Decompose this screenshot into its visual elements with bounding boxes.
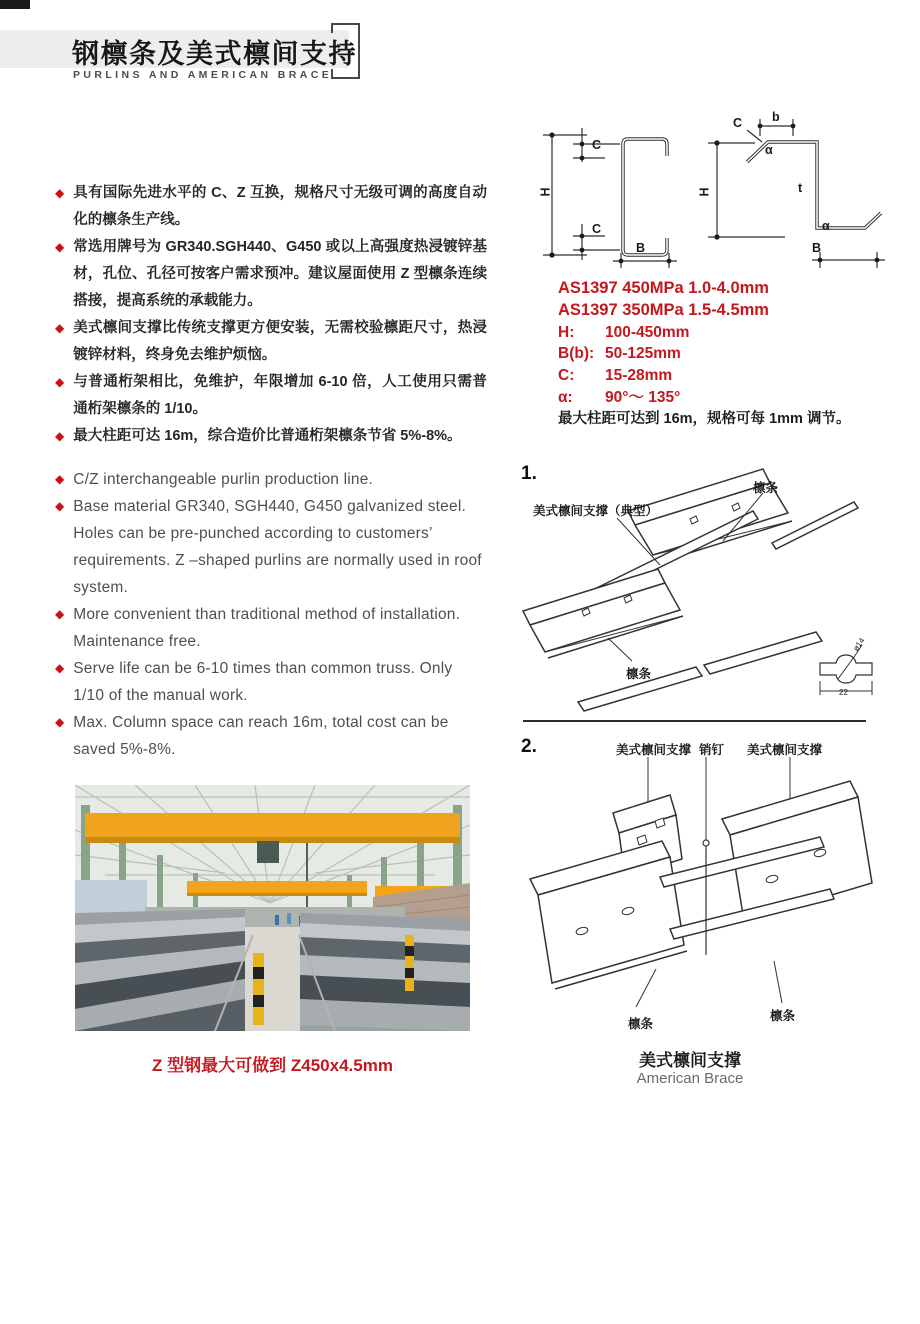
dim-label-b: b: [772, 110, 780, 124]
spec-block: [558, 278, 888, 431]
diamond-bullet-icon: ◆: [55, 186, 65, 200]
dim-label-C-top: C: [592, 138, 602, 152]
diamond-bullet-icon: ◆: [55, 499, 65, 513]
dim-label-alpha-bottom: α: [822, 219, 830, 233]
list-item: [55, 601, 487, 655]
bullet-text: Base material GR340, SGH440, G450 galvanized steel. Holes can be pre-punched according to customers’ requirements. Z –shaped purlins are normally used in roof system.: [73, 498, 482, 596]
figure2-brace-label-right: 美式檩间支撑: [747, 743, 823, 757]
bullet-text: More convenient than traditional method of installation. Maintenance free.: [73, 606, 461, 650]
figure1-purlin-label-top: 檩条: [753, 481, 779, 495]
page-title: 钢檩条及美式檩间支持: [72, 39, 357, 69]
diamond-bullet-icon: ◆: [55, 715, 65, 729]
figure2-caption-en: American Brace: [636, 1070, 744, 1087]
figure1-dim-hole: ø14: [851, 636, 867, 653]
diamond-bullet-icon: ◆: [55, 607, 65, 621]
feature-list-en: [55, 466, 487, 763]
page-subtitle: PURLINS AND AMERICAN BRACE: [73, 69, 333, 81]
bullet-text: 与普通桁架相比，免维护，年限增加 6-10 倍，人工使用只需普通桁架檩条的 1/10。: [73, 374, 487, 417]
section-divider: [523, 720, 866, 722]
list-item: [55, 315, 487, 369]
factory-photo: [75, 785, 470, 1031]
figure2-purlin-label-left: 檩条: [628, 1017, 654, 1031]
list-item: [55, 655, 487, 709]
figure2-brace-label-left: 美式檩间支撑: [616, 743, 692, 757]
list-item: [55, 423, 487, 450]
spec-key: C:: [558, 367, 575, 385]
diamond-bullet-icon: ◆: [55, 472, 65, 486]
spec-line: AS1397 450MPa 1.0-4.0mm: [558, 279, 769, 297]
bullet-text: 常选用牌号为 GR340.SGH440、G450 或以上高强度热浸镀锌基材，孔位、孔径可按客户需求预冲。建议屋面使用 Z 型檩条连续搭接，提高系统的承载能力。: [73, 239, 487, 309]
feature-list-cn: [55, 180, 487, 450]
figure2-caption-cn: 美式檩间支撑: [639, 1051, 741, 1070]
figure1-purlin-label-bottom: 檩条: [626, 667, 652, 681]
dim-label-t: t: [798, 181, 803, 195]
dim-label-C-z: C: [733, 116, 743, 130]
figure1-brace-label: 美式檩间支撑（典型）: [533, 504, 659, 518]
list-item: [55, 234, 487, 315]
dim-label-alpha-top: α: [765, 143, 773, 157]
spec-line: AS1397 350MPa 1.5-4.5mm: [558, 300, 769, 319]
figure2-index: 2.: [521, 736, 537, 757]
diamond-bullet-icon: ◆: [55, 321, 65, 335]
figure1-index: 1.: [521, 463, 537, 484]
bullet-text: 美式檩间支撑比传统支撑更方便安装，无需校验檩距尺寸，热浸镀锌材料，终身免去维护烦恼。: [73, 320, 487, 363]
photo-caption: Z 型钢最大可做到 Z450x4.5mm: [152, 1056, 393, 1075]
bullet-text: 最大柱距可达 16m，综合造价比普通桁架檩条节省 5%-8%。: [73, 428, 462, 444]
spec-value: 50-125mm: [605, 345, 681, 363]
dim-label-B: B: [636, 241, 646, 255]
dim-label-B-z: B: [812, 241, 822, 255]
diamond-bullet-icon: ◆: [55, 661, 65, 675]
spec-row: [558, 322, 888, 344]
spec-value: 15-28mm: [605, 367, 673, 385]
spec-value: 90°～ 135°: [605, 388, 681, 406]
dim-label-H: H: [538, 187, 553, 197]
spec-note: 最大柱距可达到 16m，规格可每 1mm 调节。: [558, 410, 851, 427]
spec-key: B(b):: [558, 345, 595, 363]
spec-row: [558, 387, 888, 409]
list-item: [55, 493, 487, 601]
list-item: [55, 709, 487, 763]
purlin-cross-section-diagram: [525, 112, 900, 270]
list-item: [55, 180, 487, 234]
corner-tab: [0, 0, 30, 9]
spec-row: [558, 343, 888, 365]
bullet-text: Max. Column space can reach 16m, total cost can be saved 5%-8%.: [73, 714, 449, 758]
list-item: [55, 466, 487, 493]
figure1-dim-22: 22: [839, 688, 848, 697]
title-bracket: [325, 20, 365, 82]
dim-label-H-z: H: [697, 187, 712, 197]
spec-key: α:: [558, 388, 573, 406]
spec-key: H:: [558, 323, 575, 341]
dim-label-C-bottom: C: [592, 222, 602, 236]
diamond-bullet-icon: ◆: [55, 375, 65, 389]
spec-value: 100-450mm: [605, 323, 690, 341]
figure2-pin-label: 销钉: [699, 743, 725, 757]
figure2-isometric-drawing: [520, 755, 910, 1017]
bullet-text: 具有国际先进水平的 C、Z 互换，规格尺寸无级可调的高度自动化的檩条生产线。: [73, 185, 487, 228]
spec-row: [558, 365, 888, 387]
diamond-bullet-icon: ◆: [55, 240, 65, 254]
figure2-purlin-label-right: 檩条: [770, 1009, 796, 1023]
bullet-text: Serve life can be 6-10 times than common truss. Only 1/10 of the manual work.: [73, 660, 453, 704]
bullet-text: C/Z interchangeable purlin production line.: [73, 471, 374, 488]
list-item: [55, 369, 487, 423]
diamond-bullet-icon: ◆: [55, 429, 65, 443]
figure1-isometric-drawing: [520, 455, 900, 717]
